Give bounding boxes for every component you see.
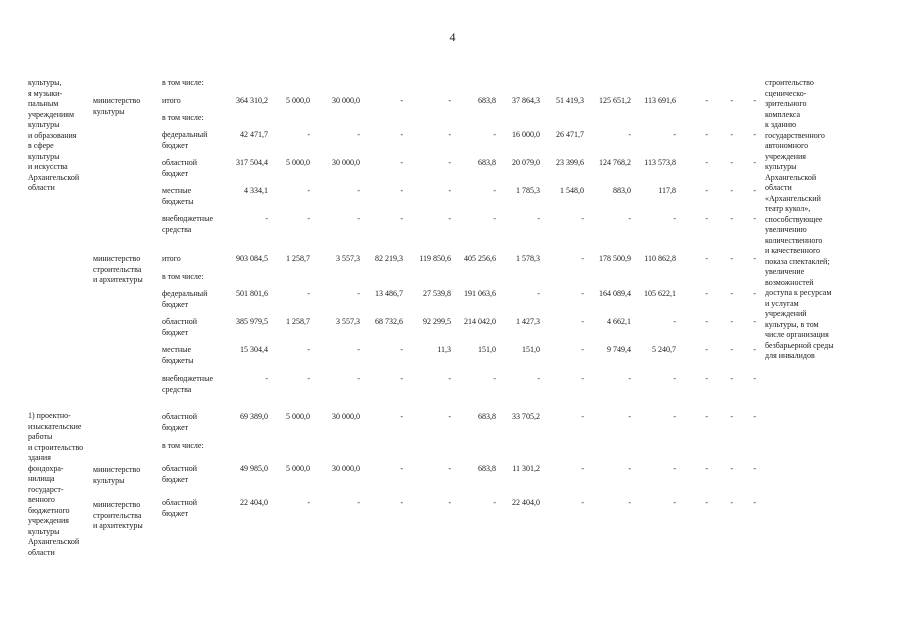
- table-cell: -: [400, 374, 403, 383]
- table-cell: 683,8: [478, 158, 496, 167]
- table-cell: -: [357, 130, 360, 139]
- table-cell: -: [730, 412, 733, 421]
- table-cell: 4 662,1: [607, 317, 631, 326]
- executor-construction-2: министерство строительства и архитектуры: [93, 500, 143, 530]
- table-cell: 15 304,4: [240, 345, 268, 354]
- table-cell: -: [628, 374, 631, 383]
- table-cell: -: [307, 214, 310, 223]
- table-cell: -: [448, 96, 451, 105]
- table-cell: -: [581, 412, 584, 421]
- table-cell: -: [730, 289, 733, 298]
- table-cell: -: [537, 374, 540, 383]
- table-cell: 1 785,3: [516, 186, 540, 195]
- table-cell: -: [753, 374, 756, 383]
- table-cell: -: [307, 345, 310, 354]
- table-cell: -: [400, 412, 403, 421]
- table-cell: 5 000,0: [286, 158, 310, 167]
- table-cell: -: [628, 412, 631, 421]
- table-cell: -: [705, 464, 708, 473]
- table-cell: 364 310,2: [236, 96, 268, 105]
- table-cell: -: [753, 498, 756, 507]
- table-cell: -: [753, 158, 756, 167]
- table-cell: 1 258,7: [286, 254, 310, 263]
- executor-culture: министерство культуры: [93, 96, 141, 116]
- table-cell: -: [628, 214, 631, 223]
- table-cell: 68 732,6: [375, 317, 403, 326]
- table-cell: 22 404,0: [512, 498, 540, 507]
- table-cell: 5 240,7: [652, 345, 676, 354]
- table-cell: -: [705, 214, 708, 223]
- row-label: областной бюджет: [162, 158, 198, 178]
- table-cell: -: [730, 317, 733, 326]
- table-cell: 26 471,7: [556, 130, 584, 139]
- table-cell: 501 801,6: [236, 289, 268, 298]
- table-cell: 69 389,0: [240, 412, 268, 421]
- table-cell: -: [730, 130, 733, 139]
- project-description-2: 1) проектно- изыскательские работы и строительство здания фондохра- нилища государст- венного бюджетного учреждения культуры Архангельской области: [28, 411, 84, 557]
- table-cell: 3 557,3: [336, 254, 360, 263]
- row-label: внебюджетные средства: [162, 214, 213, 234]
- table-cell: -: [400, 345, 403, 354]
- table-cell: 23 399,6: [556, 158, 584, 167]
- row-label: в том числе:: [162, 78, 204, 87]
- table-cell: -: [673, 464, 676, 473]
- table-cell: 11 301,2: [512, 464, 540, 473]
- row-label: областной бюджет: [162, 317, 198, 337]
- table-cell: -: [357, 214, 360, 223]
- row-label: итого: [162, 96, 181, 105]
- table-cell: -: [730, 254, 733, 263]
- table-cell: 903 084,5: [236, 254, 268, 263]
- table-cell: -: [753, 289, 756, 298]
- table-cell: 5 000,0: [286, 464, 310, 473]
- table-cell: 1 258,7: [286, 317, 310, 326]
- table-cell: -: [753, 254, 756, 263]
- page-number: 4: [449, 30, 456, 44]
- table-cell: -: [673, 317, 676, 326]
- table-cell: 1 427,3: [516, 317, 540, 326]
- row-label: итого: [162, 254, 181, 263]
- table-cell: 37 864,3: [512, 96, 540, 105]
- table-cell: -: [730, 464, 733, 473]
- table-cell: -: [307, 374, 310, 383]
- table-cell: 33 705,2: [512, 412, 540, 421]
- table-cell: 20 079,0: [512, 158, 540, 167]
- table-cell: 51 419,3: [556, 96, 584, 105]
- table-cell: 11,3: [437, 345, 451, 354]
- table-cell: 125 651,2: [599, 96, 631, 105]
- table-cell: 3 557,3: [336, 317, 360, 326]
- table-cell: 178 500,9: [599, 254, 631, 263]
- table-cell: 30 000,0: [332, 158, 360, 167]
- table-cell: 191 063,6: [464, 289, 496, 298]
- table-cell: -: [730, 498, 733, 507]
- table-cell: -: [448, 214, 451, 223]
- table-cell: -: [753, 214, 756, 223]
- table-cell: 113 573,8: [644, 158, 676, 167]
- table-cell: -: [493, 374, 496, 383]
- table-cell: -: [448, 412, 451, 421]
- table-cell: 110 862,8: [644, 254, 676, 263]
- table-cell: 16 000,0: [512, 130, 540, 139]
- expected-results-comment: строительство сценическо- зрительного комплекса к зданию государственного автономного учреждения культуры Архангельской области «Архангельский театр кукол», способствующее увеличению количественного и качественного показа спектаклей; увеличение возможностей доступа к ресурсам и услугам учреждений культуры, в том числе организация безбарьерной среды для инвалидов: [765, 78, 834, 360]
- table-cell: -: [753, 345, 756, 354]
- table-cell: -: [581, 317, 584, 326]
- table-cell: 124 768,2: [599, 158, 631, 167]
- table-cell: -: [581, 254, 584, 263]
- table-cell: 883,0: [613, 186, 631, 195]
- table-cell: -: [265, 374, 268, 383]
- table-cell: 42 471,7: [240, 130, 268, 139]
- table-cell: -: [730, 374, 733, 383]
- table-cell: 164 089,4: [599, 289, 631, 298]
- table-cell: -: [493, 186, 496, 195]
- table-cell: -: [705, 412, 708, 421]
- table-cell: -: [400, 214, 403, 223]
- row-label: в том числе:: [162, 113, 204, 122]
- table-cell: -: [753, 96, 756, 105]
- table-cell: 4 334,1: [244, 186, 268, 195]
- table-cell: -: [581, 289, 584, 298]
- table-cell: -: [581, 464, 584, 473]
- table-cell: -: [753, 186, 756, 195]
- row-label: федеральный бюджет: [162, 130, 208, 150]
- table-cell: -: [493, 498, 496, 507]
- table-cell: -: [307, 186, 310, 195]
- table-cell: 151,0: [478, 345, 496, 354]
- table-cell: -: [753, 130, 756, 139]
- executor-culture-2: министерство культуры: [93, 465, 141, 485]
- project-description-1: культуры, я музыки- пальным учреждениям культуры и образования в сфере культуры и искусства Архангельской области: [28, 78, 80, 192]
- table-cell: -: [307, 130, 310, 139]
- table-cell: 9 749,4: [607, 345, 631, 354]
- table-cell: -: [448, 130, 451, 139]
- table-cell: -: [400, 186, 403, 195]
- table-cell: 119 850,6: [419, 254, 451, 263]
- table-cell: 113 691,6: [644, 96, 676, 105]
- table-cell: -: [581, 214, 584, 223]
- table-cell: -: [705, 289, 708, 298]
- table-cell: -: [357, 186, 360, 195]
- table-cell: 683,8: [478, 96, 496, 105]
- table-cell: -: [705, 317, 708, 326]
- table-cell: 5 000,0: [286, 412, 310, 421]
- table-cell: -: [628, 464, 631, 473]
- table-cell: 27 539,8: [423, 289, 451, 298]
- table-cell: -: [673, 498, 676, 507]
- row-label: в том числе:: [162, 272, 204, 281]
- row-label: областной бюджет: [162, 412, 198, 432]
- table-cell: -: [581, 498, 584, 507]
- table-cell: -: [537, 289, 540, 298]
- table-cell: -: [705, 130, 708, 139]
- row-label: местные бюджеты: [162, 186, 194, 206]
- row-label: местные бюджеты: [162, 345, 194, 365]
- table-cell: -: [705, 374, 708, 383]
- row-label: внебюджетные средства: [162, 374, 213, 394]
- table-cell: 22 404,0: [240, 498, 268, 507]
- table-cell: 683,8: [478, 412, 496, 421]
- table-cell: -: [705, 254, 708, 263]
- table-cell: 105 622,1: [644, 289, 676, 298]
- table-cell: -: [265, 214, 268, 223]
- table-cell: -: [448, 498, 451, 507]
- table-cell: -: [673, 130, 676, 139]
- table-cell: -: [307, 289, 310, 298]
- table-cell: 30 000,0: [332, 464, 360, 473]
- table-cell: 405 256,6: [464, 254, 496, 263]
- table-cell: -: [753, 317, 756, 326]
- table-cell: -: [730, 214, 733, 223]
- table-cell: 317 504,4: [236, 158, 268, 167]
- table-cell: -: [448, 186, 451, 195]
- table-cell: 1 548,0: [560, 186, 584, 195]
- table-cell: -: [400, 130, 403, 139]
- table-cell: 13 486,7: [375, 289, 403, 298]
- table-cell: -: [400, 498, 403, 507]
- table-cell: -: [357, 289, 360, 298]
- table-cell: -: [628, 130, 631, 139]
- table-cell: 92 299,5: [423, 317, 451, 326]
- table-cell: 5 000,0: [286, 96, 310, 105]
- table-cell: 1 578,3: [516, 254, 540, 263]
- table-cell: -: [628, 498, 631, 507]
- table-cell: -: [673, 374, 676, 383]
- table-cell: -: [400, 96, 403, 105]
- table-cell: -: [753, 412, 756, 421]
- table-cell: -: [581, 374, 584, 383]
- table-cell: -: [705, 96, 708, 105]
- table-cell: -: [730, 345, 733, 354]
- table-cell: 683,8: [478, 464, 496, 473]
- table-cell: 82 219,3: [375, 254, 403, 263]
- row-label: областной бюджет: [162, 464, 198, 484]
- table-cell: -: [448, 464, 451, 473]
- row-label: областной бюджет: [162, 498, 198, 518]
- table-cell: -: [730, 96, 733, 105]
- table-cell: -: [705, 498, 708, 507]
- table-cell: -: [307, 498, 310, 507]
- table-cell: 385 979,5: [236, 317, 268, 326]
- table-cell: -: [730, 186, 733, 195]
- table-cell: -: [493, 130, 496, 139]
- table-cell: -: [400, 158, 403, 167]
- table-cell: -: [357, 498, 360, 507]
- table-cell: -: [705, 158, 708, 167]
- table-cell: -: [581, 345, 584, 354]
- row-label: в том числе:: [162, 441, 204, 450]
- table-cell: -: [537, 214, 540, 223]
- table-cell: 151,0: [522, 345, 540, 354]
- table-cell: -: [448, 158, 451, 167]
- table-cell: -: [493, 214, 496, 223]
- table-cell: -: [705, 345, 708, 354]
- table-cell: 49 985,0: [240, 464, 268, 473]
- table-cell: -: [753, 464, 756, 473]
- executor-construction: министерство строительства и архитектуры: [93, 254, 143, 284]
- row-label: федеральный бюджет: [162, 289, 208, 309]
- table-cell: 30 000,0: [332, 96, 360, 105]
- table-cell: -: [730, 158, 733, 167]
- table-cell: -: [357, 345, 360, 354]
- table-cell: 214 042,0: [464, 317, 496, 326]
- table-cell: -: [673, 214, 676, 223]
- table-cell: -: [357, 374, 360, 383]
- table-cell: -: [673, 412, 676, 421]
- table-cell: -: [448, 374, 451, 383]
- table-cell: 117,8: [658, 186, 676, 195]
- table-cell: -: [705, 186, 708, 195]
- table-cell: 30 000,0: [332, 412, 360, 421]
- table-cell: -: [400, 464, 403, 473]
